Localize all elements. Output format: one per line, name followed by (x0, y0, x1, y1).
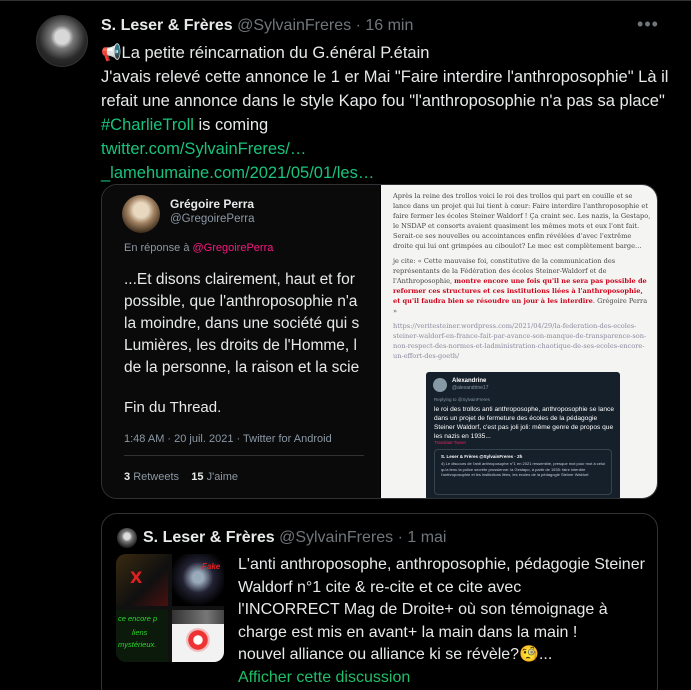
thumb-line-2: liens (132, 628, 148, 637)
embedded-reply: Replying to @SylvainFreres (434, 397, 490, 402)
retweets-label: Retweets (133, 471, 180, 483)
screenshot-line-4: Lumières, les droits de l'Homme, l (124, 337, 357, 354)
quoted-tweet-line-5: nouvel alliance ou alliance ki se révèle?🧐... (238, 646, 553, 664)
reply-handle: @GregoirePerra (192, 242, 274, 254)
tweet-line-2: J'avais relevé cette annonce le 1 er Mai "Faire interdire l'anthroposophie" Là il (101, 68, 669, 86)
screenshot-line-5: de la personne, la raison et la scie (124, 359, 360, 376)
embedded-tweet (426, 372, 620, 499)
article-quote-end: . Grégoire Perra » (393, 297, 648, 315)
hashtag-link[interactable]: #CharlieTroll (101, 116, 194, 134)
tweet-line-1: 📢La petite réincarnation du G.énéral P.étain (101, 44, 430, 62)
retweets-count: 3 (124, 471, 131, 483)
quoted-tweet-avatar (117, 528, 137, 548)
tweet-link-2[interactable]: _lamehumaine.com/2021/05/01/les… (101, 164, 375, 182)
tweet-link-1[interactable]: twitter.com/SylvainFreres/… (101, 140, 307, 158)
tweet-time[interactable]: · 16 min (355, 17, 414, 34)
more-options-icon[interactable]: ••• (637, 14, 659, 34)
quoted-avatar (122, 195, 160, 233)
thumb-image-3 (116, 610, 168, 662)
tweet-header (101, 16, 413, 36)
screenshot-end-text: Fin du Thread. (124, 399, 222, 416)
thumb-image-4 (172, 610, 224, 662)
screenshot-image-tweet[interactable] (102, 185, 380, 499)
embedded-quote (434, 449, 612, 495)
quoted-tweet-line-1: L'anti anthroposophe, anthroposophie, pédagogie Steiner (238, 556, 645, 573)
screenshot-line-1: ...Et disons clairement, haut et for (124, 271, 355, 288)
embedded-handle: @alexandrine17 (452, 385, 489, 391)
tweet-line-4 (101, 113, 661, 137)
quoted-tweet[interactable] (101, 513, 658, 690)
thumb-face-graphic (186, 628, 210, 652)
embedded-name: Alexandrine (452, 378, 487, 384)
article-paragraph-1: Après la reine des trollos voici le roi des trollos qui part en couille et se lance dans un projet qui lui tient à cœur: Faire interdire l'anthroposophie et faire fermer les écoles Steiner Waldorf ! Ça craint sec. Les nazis, la Gestapo, le NSDAP et consorts avaient quasiment les mêmes mots et eux l'ont fait. Serait-ce ses nouvelles ou accointances enfin révélées d'avec l'extrême droite qui lui ont grimpées au ciboulot? Le mec est complètement barge… (393, 192, 651, 250)
author-handle[interactable]: @SylvainFreres (237, 17, 352, 34)
quoted-tweet-text (238, 554, 648, 667)
quoted-tweet-line-3: l'INCORRECT Mag de Droite+ où son témoignage à (238, 601, 608, 619)
thumb-fake-text: Fake (202, 562, 221, 571)
tweet-line-3: refait une annonce dans le style Kapo fou "l'anthroposophie n'a pas sa place" (101, 92, 665, 110)
quoted-author-name: Grégoire Perra (170, 197, 255, 211)
quoted-tweet-thumbnail[interactable] (116, 554, 224, 662)
embedded-quote-text: 4) Le discours de l'anti anthroposophe n°1 en 2021 ressemble, presque mot pour mot à celui qu'a tenu la police secrète prussienne: la Gestapo, à partir de 1935: faire interdire l'anthroposophie et les institutions liées, les écoles de la pédagogie Steiner Waldorf. (441, 461, 606, 478)
quoted-tweet-header (143, 528, 446, 548)
article-text (393, 191, 651, 366)
author-name[interactable]: S. Leser & Frères (101, 17, 233, 34)
divider (124, 455, 364, 456)
quoted-tweet-author-name: S. Leser & Frères (143, 529, 275, 546)
article-url: https://veritesteiner.wordpress.com/2021/04/29/la-federation-des-ecoles-steiner-waldorf-en-france-fait-par-avance-son-manque-de-transparence-son-non-respect-des-normes-et-ladministration-chaotique-de-ses-ecoles-encore-un-effort-des-goeth/ (393, 322, 647, 360)
embedded-avatar (433, 378, 447, 392)
likes-count: 15 (191, 471, 204, 483)
quoted-tweet-time: · 1 mai (397, 529, 447, 546)
thumb-image-2 (172, 554, 224, 606)
article-quote-start: je cite: « Cette mauvaise foi, constitutive de la communication des représentants de la Fédération des écoles Steiner-Waldorf et de l'Anthroposophie, (393, 257, 616, 285)
screenshot-meta: 1:48 AM · 20 juil. 2021 · Twitter for Android (124, 433, 332, 445)
thumb-image-1 (116, 554, 168, 606)
thumb-photo-strip (172, 610, 224, 624)
avatar[interactable] (36, 15, 88, 67)
screenshot-image-article[interactable] (381, 185, 658, 499)
screenshot-line-2: possible, que l'anthroposophie n'a (124, 293, 358, 310)
article-paragraph-2 (393, 256, 651, 316)
hashtag-suffix: is coming (193, 116, 269, 134)
quoted-tweet-line-2: Waldorf n°1 cite & re-cite et ce cite avec (238, 578, 522, 596)
reply-to (124, 242, 273, 254)
embedded-quote-head: S. Leser & Frères @SylvainFreres · 2h (441, 454, 523, 459)
quoted-tweet-line-4: charge est mis en avant+ la main dans la main ! (238, 623, 578, 641)
tweet-text (101, 41, 669, 185)
likes-label: J'aime (206, 471, 239, 483)
quoted-tweet-author-handle: @SylvainFreres (279, 529, 394, 546)
screenshot-stats (124, 471, 238, 483)
quoted-author-handle: @GregoirePerra (170, 213, 255, 225)
screenshot-line-3: la moindre, dans une société qui s (124, 315, 360, 332)
thumb-line-1: ce encore p (118, 614, 158, 623)
reply-prefix: En réponse à (124, 242, 193, 254)
show-thread-link[interactable]: Afficher cette discussion (238, 669, 411, 686)
embedded-text: le roi des trollos anti anthroposophe, anthroposophie se lance dans un projet de fermeture des écoles de la pédagogie Steiner Waldorf, c'est pas joli joli: même genre de propos que les nazis en 1935... (434, 406, 614, 440)
screenshot-text (124, 269, 424, 379)
article-quote-highlight: montre encore une fois qu'il ne sera pas possible de reformer ces structures et ces institutions liées à l'anthroposophie, et qu'il faudra bien se résoudre un jour à les interdire (393, 277, 647, 305)
thumb-x-mark: X (130, 568, 143, 587)
thumb-line-3: mystérieux. (118, 640, 157, 649)
attached-images[interactable] (101, 184, 658, 499)
embedded-translate: Translate Tweet (434, 440, 466, 445)
